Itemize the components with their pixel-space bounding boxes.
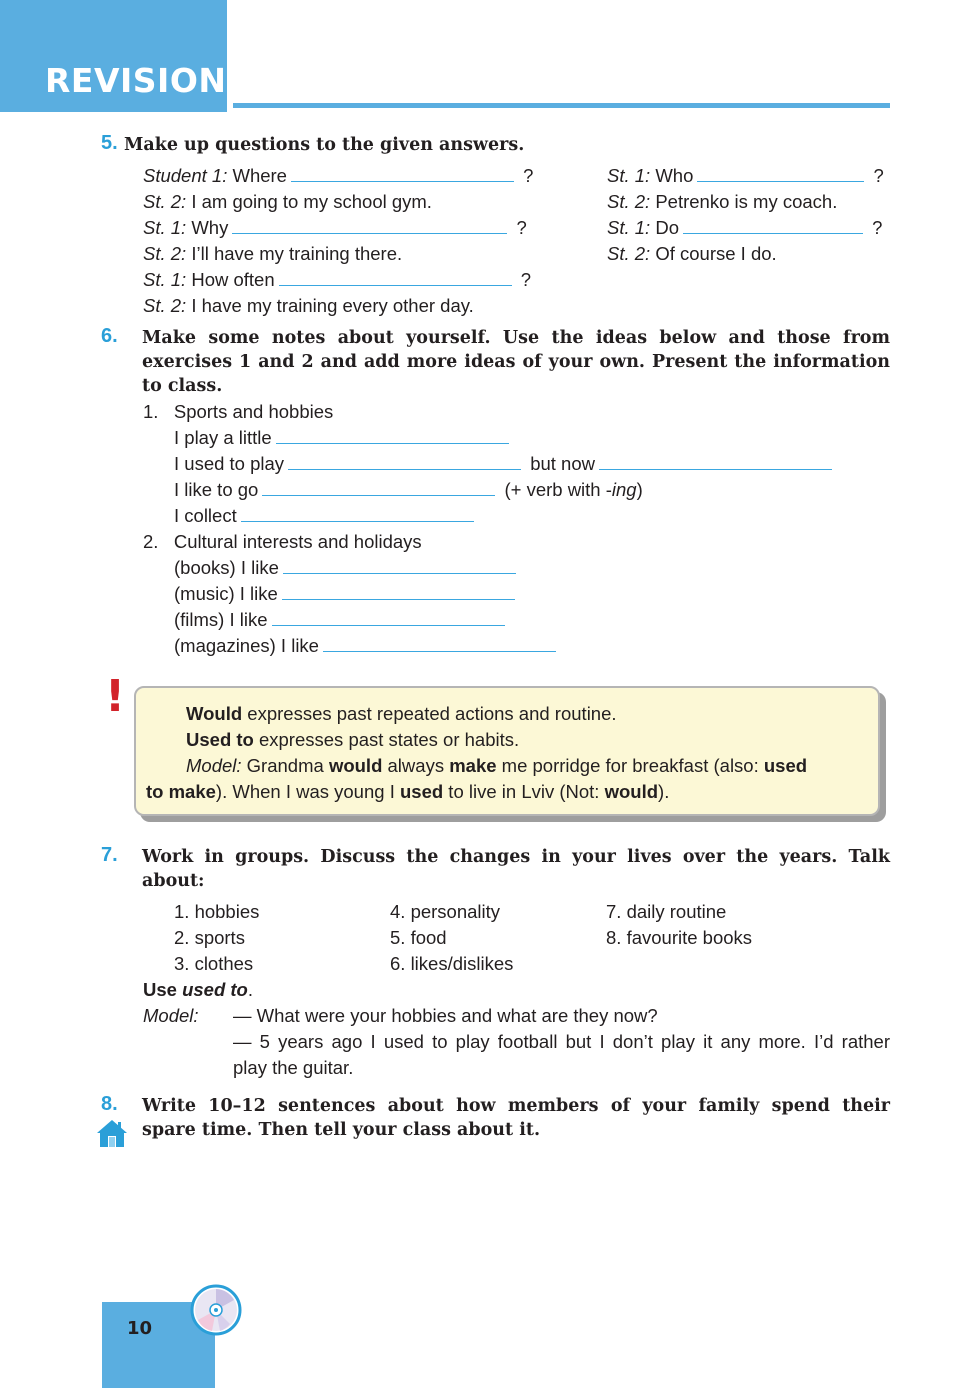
exercise-8-number: 8. — [101, 1093, 118, 1115]
model-line: — 5 years ago I used to play football but I don’t play it any more. I’d rather — [233, 1031, 890, 1052]
notes-line: I used to play but now — [174, 451, 836, 477]
answer-blank[interactable] — [599, 452, 832, 470]
answer-blank[interactable] — [276, 426, 509, 444]
notes-line: I like to go (+ verb with -ing) — [174, 479, 643, 500]
answer-blank[interactable] — [683, 216, 863, 234]
model-label: Model: — [143, 1005, 199, 1026]
use-note: Use used to. — [143, 979, 253, 1000]
answer-blank[interactable] — [232, 216, 507, 234]
ex5-line: St. 1: Do ? — [607, 217, 883, 238]
page-number: 10 — [127, 1318, 153, 1339]
notes-line: (music) I like — [174, 581, 519, 607]
exercise-7-instruction: about: — [142, 871, 205, 891]
ex5-line: St. 2: I’ll have my training there. — [143, 243, 403, 264]
notes-line: (films) I like — [174, 607, 509, 633]
ex5-line: St. 2: Of course I do. — [607, 243, 777, 264]
answer-blank[interactable] — [279, 268, 512, 286]
ex5-line: St. 1: How often ? — [143, 269, 532, 290]
answer-blank[interactable] — [283, 556, 516, 574]
topic-item: 7. daily routine — [606, 901, 727, 922]
grammar-rule-text: Would expresses past repeated actions and routine. Used to expresses past states or habits. Model: Grandma would always make me porridge for breakfast (also: used to make). When I was young I used to live in Lviv (Not: would). — [146, 703, 808, 802]
exercise-6-instruction: Make some notes about yourself. Use the ideas below and those from — [142, 328, 890, 348]
ex5-line: St. 1: Who ? — [607, 165, 884, 186]
topic-item: 1. hobbies — [174, 901, 260, 922]
exercise-7-number: 7. — [101, 844, 118, 866]
exclamation-icon: ! — [105, 671, 126, 722]
answer-blank[interactable] — [282, 582, 515, 600]
exercise-6-number: 6. — [101, 325, 118, 347]
topic-item: 6. likes/dislikes — [390, 953, 514, 974]
ex5-line: Student 1: Where ? — [143, 165, 534, 186]
exercise-8-instruction: spare time. Then tell your class about it. — [142, 1120, 541, 1140]
topic-item: 4. personality — [390, 901, 501, 922]
exercise-6-instruction: to class. — [142, 376, 223, 396]
answer-blank[interactable] — [272, 608, 505, 626]
ex5-line: St. 2: Petrenko is my coach. — [607, 191, 838, 212]
notes-line: (magazines) I like — [174, 633, 560, 659]
model-line: play the guitar. — [233, 1057, 354, 1078]
header-rule — [233, 103, 890, 108]
topic-item: 8. favourite books — [606, 927, 753, 948]
ex5-line: St. 1: Why ? — [143, 217, 527, 238]
ex5-line: St. 2: I have my training every other day. — [143, 295, 474, 316]
notes-line: (books) I like — [174, 555, 520, 581]
home-icon — [96, 1117, 128, 1149]
answer-blank[interactable] — [697, 164, 864, 182]
topic-item: 2. sports — [174, 927, 245, 948]
notes-line: I collect — [174, 503, 478, 529]
answer-blank[interactable] — [288, 452, 521, 470]
exercise-5-instruction: Make up questions to the given answers. — [124, 135, 525, 155]
topic-item: 3. clothes — [174, 953, 254, 974]
audio-disc-icon — [190, 1284, 242, 1336]
answer-blank[interactable] — [241, 504, 474, 522]
model-line: — What were your hobbies and what are they now? — [233, 1005, 658, 1026]
page-title: REVISION — [45, 61, 227, 100]
ex5-line: St. 2: I am going to my school gym. — [143, 191, 432, 212]
exercise-7-instruction: Work in groups. Discuss the changes in your lives over the years. Talk — [142, 847, 890, 867]
answer-blank[interactable] — [262, 478, 495, 496]
exercise-5-number: 5. — [101, 132, 118, 154]
notes-line: I play a little — [174, 425, 513, 451]
topic-item: 5. food — [390, 927, 447, 948]
exercise-6-instruction: exercises 1 and 2 and add more ideas of your own. Present the information — [142, 352, 890, 372]
section-heading: 1. Sports and hobbies — [143, 401, 334, 422]
exercise-8-instruction: Write 10–12 sentences about how members of your family spend their — [142, 1096, 890, 1116]
answer-blank[interactable] — [323, 634, 556, 652]
answer-blank[interactable] — [291, 164, 514, 182]
section-heading: 2. Cultural interests and holidays — [143, 531, 422, 552]
